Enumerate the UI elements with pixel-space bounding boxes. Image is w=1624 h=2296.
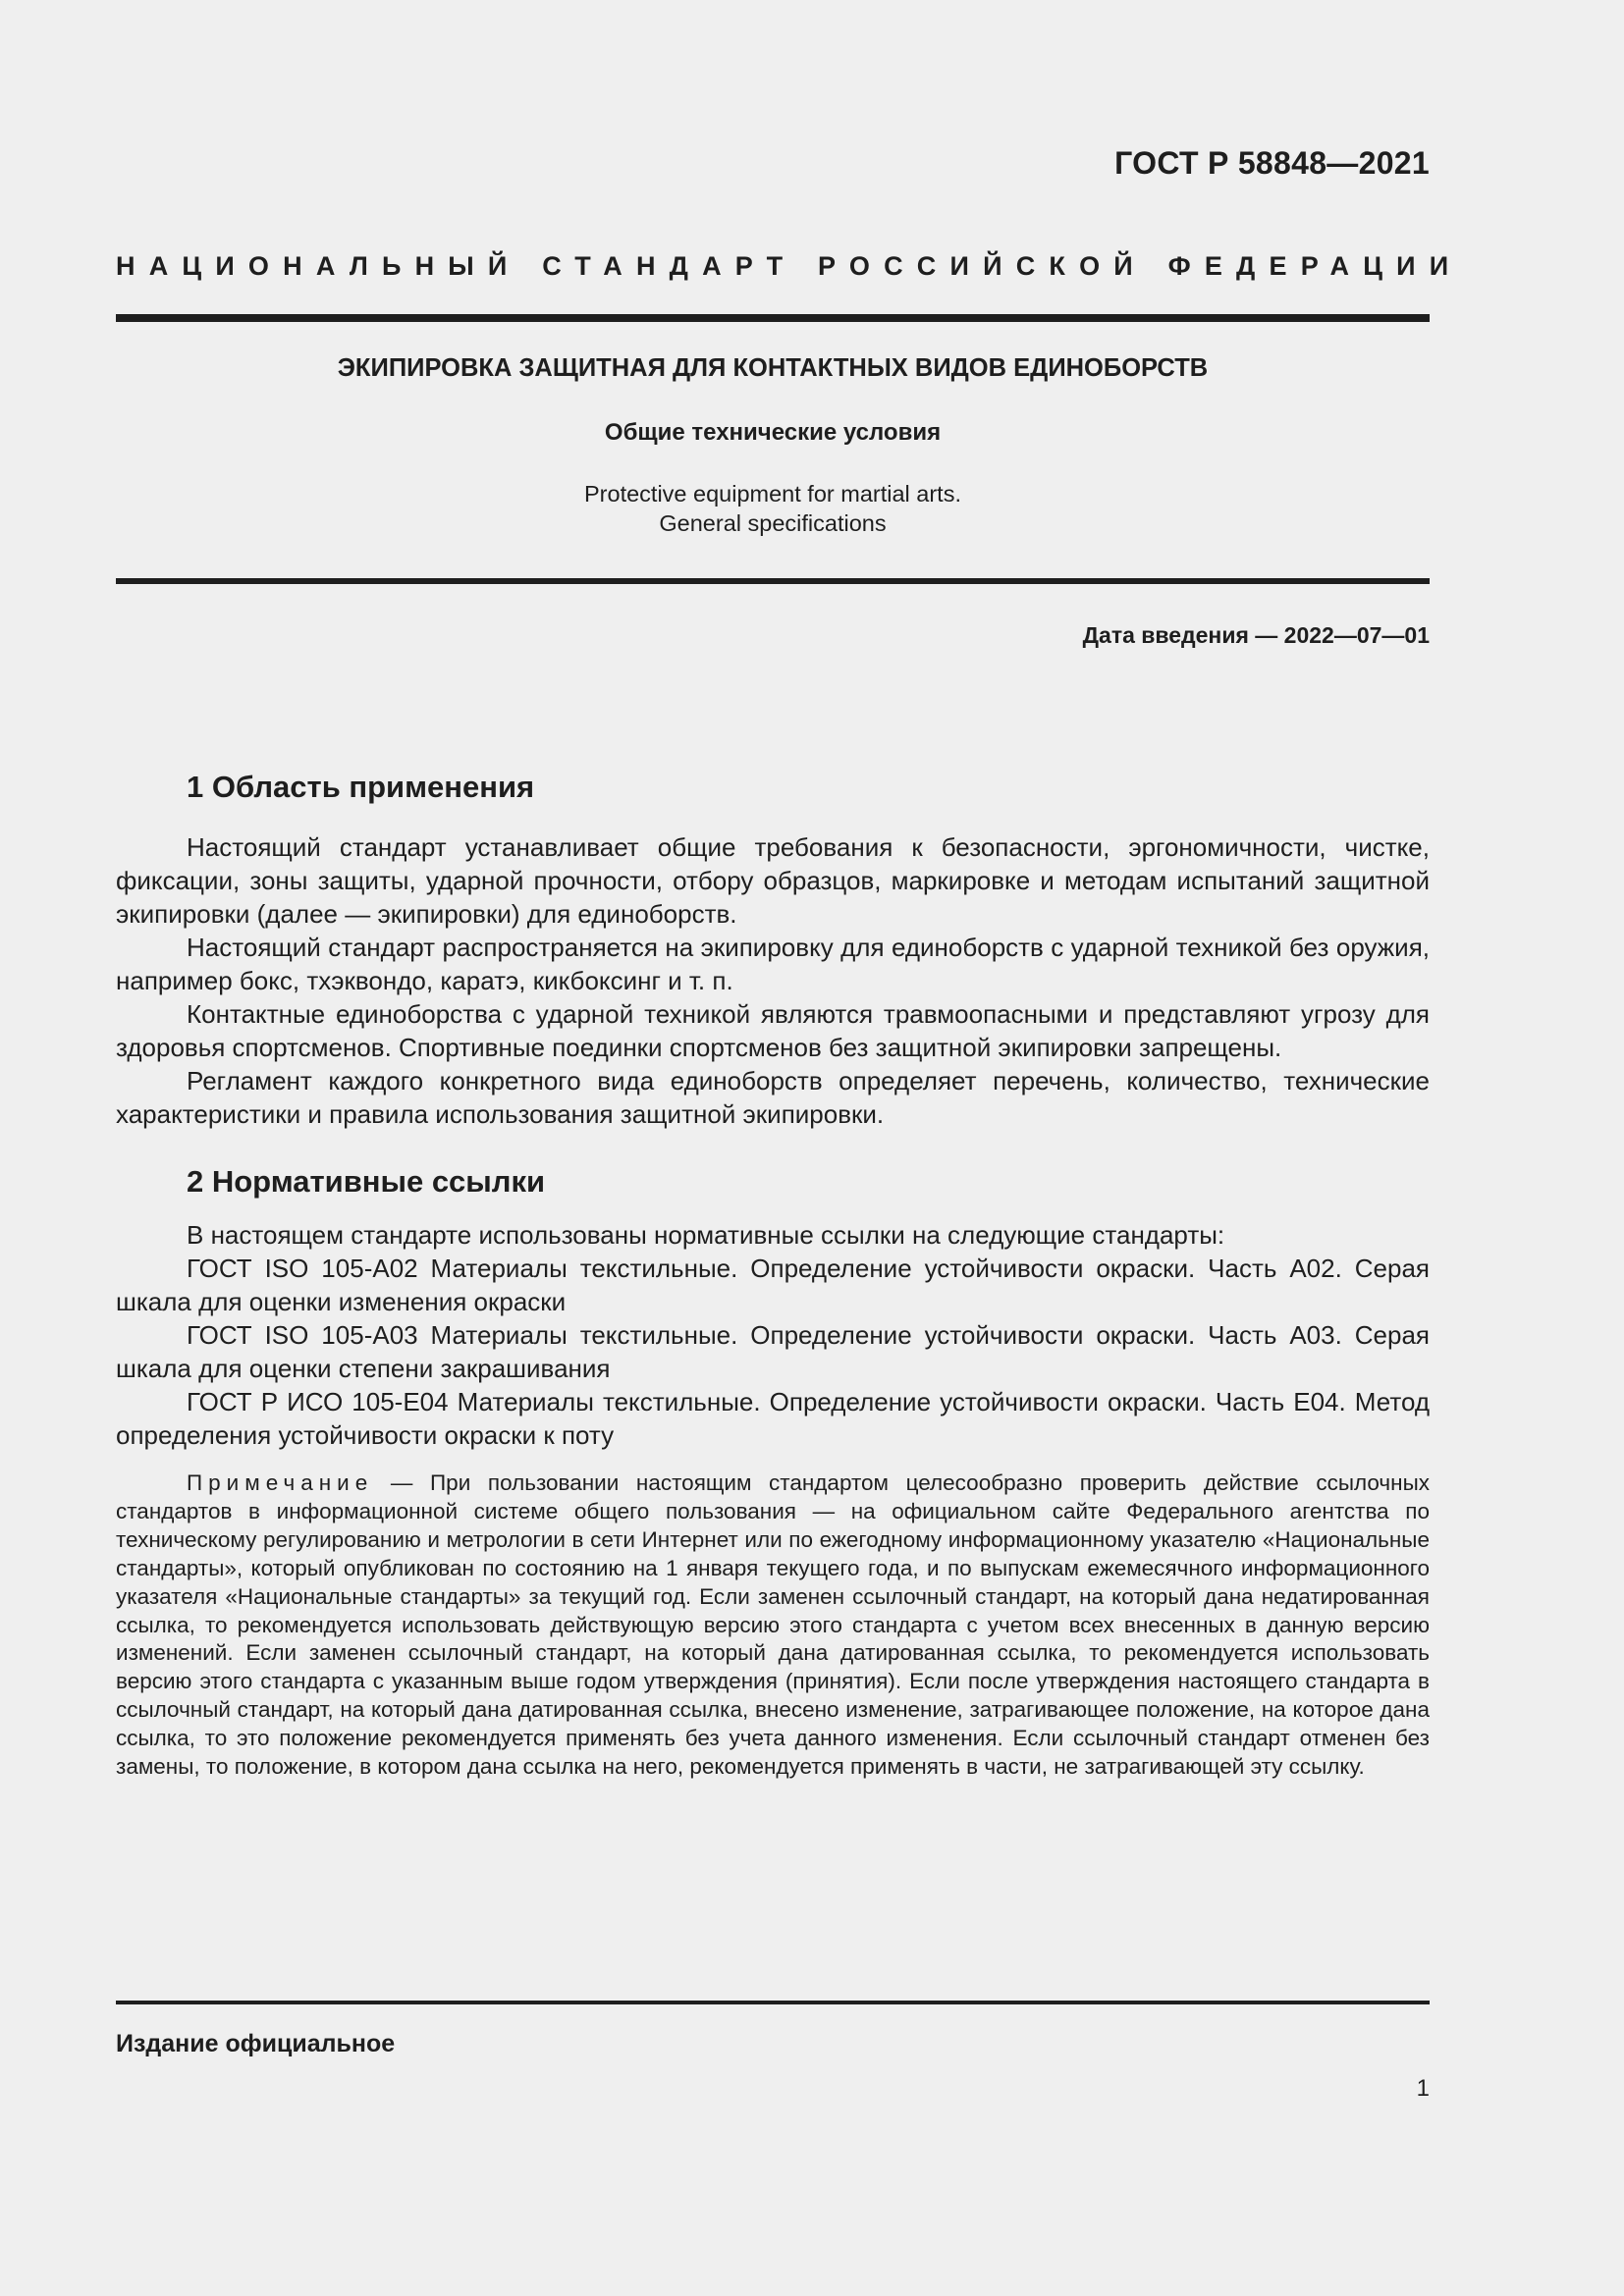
section-2-reference: ГОСТ ISO 105-A03 Материалы текстильные. Определение устойчивости окраски. Часть А03. Серая шкала для оценки степени закрашивания bbox=[116, 1320, 1430, 1383]
english-title-line-1: Protective equipment for martial arts. bbox=[584, 481, 961, 507]
footer-rule bbox=[116, 2001, 1430, 2004]
national-standard-banner: НАЦИОНАЛЬНЫЙ СТАНДАРТ РОССИЙСКОЙ ФЕДЕРАЦИИ bbox=[116, 251, 1463, 281]
standard-code: ГОСТ Р 58848—2021 bbox=[1114, 145, 1430, 181]
note-label: Примечание bbox=[187, 1470, 374, 1495]
document-title: ЭКИПИРОВКА ЗАЩИТНАЯ ДЛЯ КОНТАКТНЫХ ВИДОВ ЕДИНОБОРСТВ bbox=[337, 354, 1209, 382]
top-rule bbox=[116, 314, 1430, 322]
section-2-body bbox=[116, 1218, 1430, 1452]
document-page bbox=[116, 0, 1463, 2296]
official-edition-label: Издание официальное bbox=[116, 2030, 396, 2057]
english-title-line-2: General specifications bbox=[659, 510, 887, 536]
section-1-body bbox=[116, 830, 1430, 1131]
section-1-paragraph: Регламент каждого конкретного вида единоборств определяет перечень, количество, технические характеристики и правила использования защитной экипировки. bbox=[116, 1066, 1430, 1129]
page-number: 1 bbox=[1416, 2075, 1430, 2102]
section-2-heading: 2 Нормативные ссылки bbox=[187, 1164, 546, 1199]
note-text: — При пользовании настоящим стандартом целесообразно проверить действие ссылочных стандартов в информационной системе общего пользования — на официальном сайте Федерального агентства по техническому регулированию и метрологии в сети Интернет или по ежегодному информационному указателю «Национальные стандарты», который опубликован по состоянию на 1 января текущего года, и по выпускам ежемесячного информационного указателя «Национальные стандарты» за текущий год. Если заменен ссылочный стандарт, на который дана недатированная ссылка, то рекомендуется использовать действующую версию этого стандарта с учетом всех внесенных в данную версию изменений. Если заменен ссылочный стандарт, на который дана датированная ссылка, то рекомендуется использовать версию этого стандарта с указанным выше годом утверждения (принятия). Если после утверждения настоящего стандарта в ссылочный стандарт, на который дана датированная ссылка, внесено изменение, затрагивающее положение, на которое дана ссылка, то это положение рекомендуется применять без учета данного изменения. Если ссылочный стандарт отменен без замены, то положение, в котором дана ссылка на него, рекомендуется применять в части, не затрагивающей эту ссылку. bbox=[116, 1470, 1430, 1780]
section-1-paragraph: Настоящий стандарт устанавливает общие требования к безопасности, эргономичности, чистке, фиксации, зоны защиты, ударной прочности, отбору образцов, маркировке и методам испытаний защитной экипировки (далее — экипировки) для единоборств. bbox=[116, 832, 1430, 929]
section-1-paragraph: Контактные единоборства с ударной техникой являются травмоопасными и представляют угрозу для здоровья спортсменов. Спортивные поединки спортсменов без защитной экипировки запрещены. bbox=[116, 999, 1430, 1062]
introduction-date: Дата введения — 2022—07—01 bbox=[1082, 622, 1430, 648]
title-rule bbox=[116, 578, 1430, 584]
section-1-heading: 1 Область применения bbox=[187, 770, 535, 804]
english-title bbox=[116, 479, 1430, 538]
document-subtitle: Общие технические условия bbox=[604, 419, 942, 446]
section-2-reference: ГОСТ ISO 105-A02 Материалы текстильные. Определение устойчивости окраски. Часть А02. Серая шкала для оценки изменения окраски bbox=[116, 1254, 1430, 1316]
section-2-reference: ГОСТ Р ИСО 105-E04 Материалы текстильные. Определение устойчивости окраски. Часть Е04. Метод определения устойчивости окраски к поту bbox=[116, 1387, 1430, 1450]
section-2-note bbox=[116, 1469, 1430, 1782]
section-1-paragraph: Настоящий стандарт распространяется на экипировку для единоборств с ударной техникой без оружия, например бокс, тхэквондо, каратэ, кикбоксинг и т. п. bbox=[116, 933, 1430, 995]
section-2-paragraph: В настоящем стандарте использованы нормативные ссылки на следующие стандарты: bbox=[187, 1220, 1225, 1250]
